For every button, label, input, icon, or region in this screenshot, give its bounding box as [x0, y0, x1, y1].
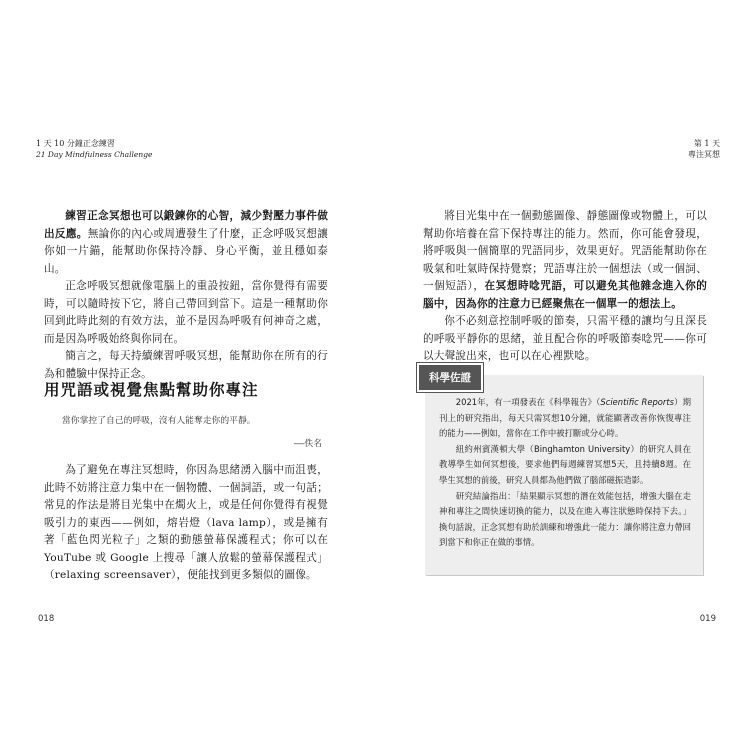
- epigraph-quote: 當你掌控了自己的呼吸，沒有人能奪走你的平靜。: [62, 416, 256, 426]
- paragraph: 正念呼吸冥想就像電腦上的重設按鈕，當你覺得有需要時，可以隨時按下它，將自己帶回到當下。這是一種幫助你回到此時此刻的有效方法，並不是因為呼吸有何神奇之處，而是因為呼吸始終與你同在。: [44, 280, 328, 345]
- sidebar-label: 科學佐證: [417, 363, 483, 392]
- paragraph: 你不必刻意控制呼吸的節奏，只需平穩的讓均勻且深長的呼吸平靜你的思緒，並且配合你的呼吸節奏唸咒——你可以大聲說出來，也可以在心裡默唸。: [423, 315, 707, 362]
- sidebar-paragraph: 紐約州賓漢頓大學（Binghamton University）的研究人員在教導學生如何冥想後，要求他們每週練習冥想5天，且持續8週。在學生冥想的前後，研究人員都為他們做了腦部磁振造影。: [439, 443, 691, 485]
- paragraph: 為了避免在專注冥想時，你因為思緒湧入腦中而沮喪，此時不妨將注意力集中在一個物體、一個詞語，或一句話；常見的作法是將目光集中在燭火上，或是任何你覺得有視覺吸引力的東西——例如，熔岩燈（lava lamp），或是擁有著「藍色閃光粒子」之類的動態螢幕保護程式；你可以在 YouTube 或 Google 上搜尋「讓人放鬆的螢幕保護程式」（relaxing screensaver），便能找到更多類似的圖像。: [44, 464, 328, 581]
- section-title: 用咒語或視覺焦點幫助你專注: [44, 381, 259, 399]
- body-text-right: [423, 208, 707, 366]
- sidebar-text: [439, 395, 691, 551]
- body-text-bottom: [44, 462, 328, 585]
- running-head-title: 1 天 10 分鐘正念練習: [36, 139, 115, 148]
- page-number-left: 018: [38, 614, 55, 624]
- running-head-right: [688, 138, 720, 160]
- page-number-right: 019: [699, 614, 716, 624]
- paragraph-continuation: 無論你的內心或周遭發生了什麼，正念呼吸冥想讓你如一片錨，能幫助你保持冷靜、身心平衡，並且穩如泰山。: [44, 227, 328, 275]
- science-sidebar-box: [425, 372, 703, 575]
- bold-sentence: 在冥想時唸咒語，可以避免其他雜念進入你的腦中，因為你的注意力已經聚焦在一個單一的想法上。: [423, 280, 707, 310]
- running-head-chapter: 第 1 天: [693, 139, 720, 148]
- epigraph-attribution: ——佚名: [293, 439, 322, 449]
- running-head-topic: 專注冥想: [688, 150, 720, 159]
- epigraph: [62, 414, 322, 452]
- journal-name: Scientific Reports: [600, 397, 675, 407]
- paragraph-plain: 將目光集中在一個動態圖像、靜態圖像或物體上，可以幫助你培養在當下保持專注的能力。然而，你可能會發現，將呼吸與一個簡單的咒語同步，效果更好。咒語能幫助你在吸氣和吐氣時保持覺察；咒語專注於一個想法（或一個詞、一個短語），: [423, 210, 707, 292]
- sidebar-text-part: ）期刊上的研究指出，每天只需冥想10分鐘，就能顯著改善你恢復專注的能力——例如，當你在工作中被打斷或分心時。: [439, 397, 692, 439]
- right-page: [375, 0, 750, 750]
- running-head-left: [36, 138, 152, 160]
- running-head-subtitle: 21 Day Mindfulness Challenge: [36, 150, 153, 159]
- body-text-top: [44, 208, 328, 383]
- sidebar-text-part: 2021年，有一項發表在《科學報告》（: [455, 397, 601, 407]
- bold-lead-sentence: 練習正念冥想也可以鍛鍊你的心智，減少對壓力事件做出反應。: [44, 210, 328, 240]
- paragraph: 簡言之，每天持續練習呼吸冥想，能幫助你在所有的行為和體驗中保持正念。: [44, 350, 328, 380]
- sidebar-paragraph: 研究結論指出：「結果顯示冥想的潛在效能包括，增強大腦在走神和專注之間快速切換的能力，以及在進入專注狀態時保持下去。」換句話說，正念冥想有助於訓練和增強此一能力：讓你將注意力帶回到當下和你正在做的事情。: [439, 490, 691, 548]
